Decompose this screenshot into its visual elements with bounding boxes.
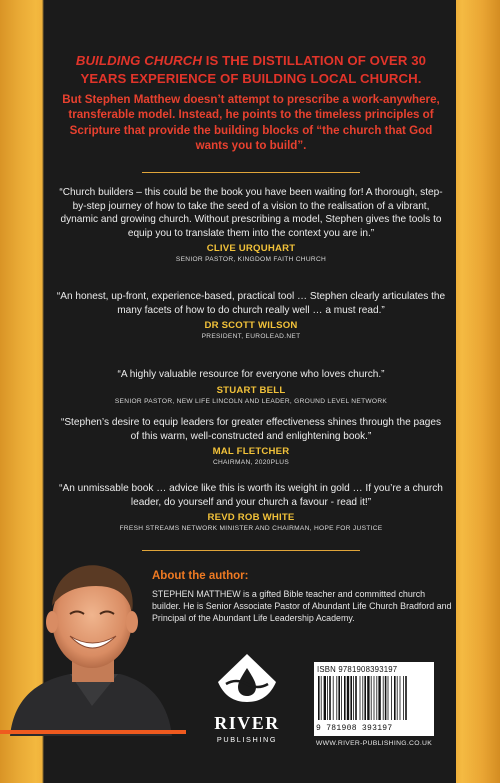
quote-text: “An honest, up-front, experience-based, practical tool … Stephen clearly articulates the many facets of how to do church really well … a must read.” xyxy=(56,291,446,316)
bottom-divider xyxy=(142,550,360,551)
quote-text: “Stephen’s desire to equip leaders for greater effectiveness shines through the pages of this warm, well-constructed and enlightening book.” xyxy=(60,417,442,442)
book-title: BUILDING CHURCH xyxy=(75,53,202,68)
barcode-bars xyxy=(316,676,432,722)
barcode xyxy=(314,662,434,736)
quote-role: PRESIDENT, EUROLEAD.NET xyxy=(201,333,301,340)
quote-role: FRESH STREAMS NETWORK MINISTER AND CHAIRMAN, HOPE FOR JUSTICE xyxy=(119,525,383,532)
quote-author: MAL FLETCHER xyxy=(212,446,290,457)
endorsement-1 xyxy=(56,186,446,263)
about-author xyxy=(152,570,452,624)
about-body: STEPHEN MATTHEW is a gifted Bible teacher and committed church builder. He is Senior Associate Pastor of Abundant Life Church Bradford and Principal of the Abundant Life Leadership Academy. xyxy=(152,589,452,623)
quote-author: DR SCOTT WILSON xyxy=(204,320,298,331)
quote-text: “An unmissable book … advice like this is worth its weight in gold … If you’re a church leader, do yourself and your church a favour - read it!” xyxy=(59,483,443,508)
quote-author: STUART BELL xyxy=(216,384,286,396)
quote-text: “Church builders – this could be the book you have been waiting for! A thorough, step-by-step journey of how to take the seed of a vision to the realisation of a vibrant, dynamic and growing church. Without prescribing a model, Stephen gives the tools to equip you to translate them into the context you are in.” xyxy=(59,187,443,239)
isbn-text: ISBN 9781908393197 xyxy=(317,665,398,674)
quote-author: CLIVE URQUHART xyxy=(206,243,296,254)
top-divider xyxy=(142,172,360,173)
endorsement-5 xyxy=(56,482,446,532)
endorsement-2 xyxy=(56,290,446,340)
quote-author: REVD ROB WHITE xyxy=(207,512,295,523)
quote-role: CHAIRMAN, 2020PLUS xyxy=(212,459,290,466)
publisher-name: RIVER xyxy=(214,713,280,733)
quote-text: “A highly valuable resource for everyone who loves church.” xyxy=(117,369,385,380)
publisher-sub: PUBLISHING xyxy=(216,735,278,744)
orange-accent-bar xyxy=(0,730,186,734)
endorsement-4 xyxy=(56,416,446,466)
quote-role: SENIOR PASTOR, KINGDOM FAITH CHURCH xyxy=(175,256,327,263)
intro-body: But Stephen Matthew doesn’t attempt to prescribe a work-anywhere, transferable model. Instead, he points to the timeless principles of Scripture that provide the building blocks of “the church that God wants you to build”. xyxy=(62,93,440,153)
endorsement-3 xyxy=(56,368,446,405)
publisher-url: WWW.RIVER-PUBLISHING.CO.UK xyxy=(315,740,433,747)
quote-role: SENIOR PASTOR, NEW LIFE LINCOLN AND LEADER, GROUND LEVEL NETWORK xyxy=(114,397,388,405)
barcode-digits: 9 781908 393197 xyxy=(316,724,393,733)
river-drop-icon xyxy=(212,652,282,704)
intro-headline-rest: IS THE DISTILLATION OF OVER 30 YEARS EXPERIENCE OF BUILDING LOCAL CHURCH. xyxy=(80,53,427,86)
publisher-logo xyxy=(208,652,286,744)
intro-block xyxy=(56,52,446,154)
intro-headline xyxy=(56,52,446,88)
about-heading: About the author: xyxy=(152,570,249,582)
